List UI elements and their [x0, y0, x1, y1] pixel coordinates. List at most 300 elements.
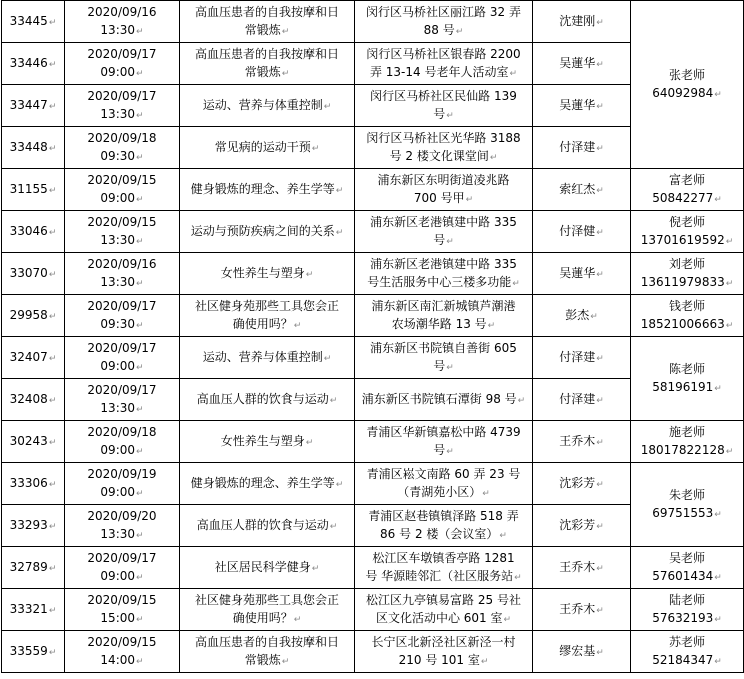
paragraph-mark: ↵ [596, 101, 604, 112]
course-time: 15:00 [100, 610, 136, 625]
topic-cell [180, 211, 355, 253]
paragraph-mark: ↵ [489, 152, 498, 163]
course-topic-line: 常锻炼 [244, 22, 281, 37]
course-topic-line: 高血压患者的自我按摩和日 [194, 4, 339, 19]
course-address-line: 松江区九亭镇易富路 25 号社 [366, 592, 521, 607]
course-date: 2020/09/17 [87, 550, 157, 565]
course-date: 2020/09/17 [87, 46, 157, 61]
paragraph-mark: ↵ [48, 143, 57, 154]
paragraph-mark: ↵ [446, 236, 454, 247]
table-row [2, 337, 744, 379]
course-address-line: 浦东新区老港镇建中路 335 [370, 214, 517, 229]
paragraph-mark: ↵ [136, 110, 144, 121]
paragraph-mark: ↵ [323, 101, 332, 112]
instructor-name: 彭杰 [565, 307, 590, 322]
course-id: 30243 [9, 433, 48, 448]
address-cell [355, 169, 533, 211]
paragraph-mark: ↵ [329, 521, 338, 532]
course-time: 09:30 [100, 148, 136, 163]
address-cell [355, 589, 533, 631]
course-id-cell [2, 1, 65, 43]
paragraph-mark: ↵ [48, 269, 57, 280]
address-cell [355, 43, 533, 85]
course-date: 2020/09/18 [87, 424, 157, 439]
course-id: 33070 [9, 265, 48, 280]
course-address-line: 农场潮华路 13 号 [391, 316, 487, 331]
address-cell [355, 1, 533, 43]
contact-phone: 13611979833 [640, 274, 725, 289]
course-id: 32789 [9, 559, 48, 574]
course-topic-line: 常锻炼 [244, 652, 281, 667]
paragraph-mark: ↵ [725, 278, 734, 289]
paragraph-mark: ↵ [48, 479, 57, 490]
instructor-cell [533, 421, 631, 463]
course-topic-line: 常锻炼 [244, 64, 281, 79]
table-row [2, 211, 744, 253]
datetime-cell [65, 379, 180, 421]
course-time: 09:00 [100, 358, 136, 373]
course-address-line: 长宁区北新泾社区新泾一村 [371, 634, 516, 649]
course-id: 33046 [9, 223, 48, 238]
course-id-cell [2, 211, 65, 253]
datetime-cell [65, 547, 180, 589]
paragraph-mark: ↵ [446, 446, 454, 457]
contact-name: 张老师 [668, 67, 705, 82]
instructor-cell [533, 85, 631, 127]
course-time: 09:00 [100, 442, 136, 457]
course-topic-line: 高血压人群的饮食与运动 [196, 391, 329, 406]
table-row [2, 295, 744, 337]
paragraph-mark: ↵ [305, 269, 314, 280]
paragraph-mark: ↵ [596, 479, 604, 490]
course-time: 09:00 [100, 64, 136, 79]
datetime-cell [65, 589, 180, 631]
paragraph-mark: ↵ [590, 311, 598, 322]
paragraph-mark: ↵ [48, 59, 57, 70]
paragraph-mark: ↵ [136, 488, 144, 499]
topic-cell [180, 1, 355, 43]
course-id-cell [2, 379, 65, 421]
course-time: 13:30 [100, 106, 136, 121]
paragraph-mark: ↵ [596, 17, 604, 28]
course-address-line: 松江区车墩镇香亭路 1281 [372, 550, 515, 565]
paragraph-mark: ↵ [281, 656, 290, 667]
paragraph-mark: ↵ [480, 656, 489, 667]
topic-cell [180, 589, 355, 631]
course-date: 2020/09/18 [87, 130, 157, 145]
table-row [2, 589, 744, 631]
course-id: 29958 [9, 307, 48, 322]
topic-cell [180, 631, 355, 673]
paragraph-mark: ↵ [311, 563, 320, 574]
course-time: 13:30 [100, 232, 136, 247]
paragraph-mark: ↵ [514, 572, 522, 583]
instructor-name: 吴蓮华 [559, 265, 596, 280]
paragraph-mark: ↵ [281, 68, 290, 79]
course-schedule-table [1, 0, 744, 673]
course-id: 33448 [9, 139, 48, 154]
course-address-line: 号 [433, 232, 446, 247]
instructor-name: 吴蓮华 [559, 55, 596, 70]
datetime-cell [65, 421, 180, 463]
instructor-cell [533, 169, 631, 211]
paragraph-mark: ↵ [329, 395, 338, 406]
contact-phone: 57632193 [652, 610, 714, 625]
course-address-line: 号 2 楼文化课堂间 [389, 148, 489, 163]
paragraph-mark: ↵ [725, 446, 734, 457]
datetime-cell [65, 253, 180, 295]
course-topic-line: 女性养生与塑身 [220, 265, 305, 280]
address-cell [355, 127, 533, 169]
course-date: 2020/09/17 [87, 382, 157, 397]
course-id: 32408 [9, 391, 48, 406]
paragraph-mark: ↵ [48, 437, 57, 448]
course-id-cell [2, 337, 65, 379]
contact-phone: 64092984 [652, 85, 714, 100]
contact-cell [631, 337, 744, 421]
instructor-name: 索红杰 [559, 181, 596, 196]
course-id-cell [2, 43, 65, 85]
contact-phone: 13701619592 [640, 232, 725, 247]
course-address-line: 浦东新区老港镇建中路 335 [370, 256, 517, 271]
datetime-cell [65, 631, 180, 673]
course-time: 09:00 [100, 190, 136, 205]
datetime-cell [65, 127, 180, 169]
instructor-name: 缪宏基 [559, 643, 596, 658]
table-body [2, 1, 744, 673]
course-address-line: 86 号 2 楼（会议室） [380, 526, 499, 541]
course-address-line: 闵行区马桥社区丽江路 32 弄 [366, 4, 521, 19]
course-address-line: 青浦区赵巷镇镇泽路 518 弄 [368, 508, 519, 523]
contact-name: 陈老师 [668, 361, 705, 376]
course-date: 2020/09/15 [87, 214, 157, 229]
course-time: 13:30 [100, 274, 136, 289]
address-cell [355, 631, 533, 673]
contact-cell [631, 253, 744, 295]
course-topic-line: 确使用吗？ [232, 610, 293, 625]
paragraph-mark: ↵ [136, 404, 144, 415]
course-id: 33321 [9, 601, 48, 616]
topic-cell [180, 169, 355, 211]
paragraph-mark: ↵ [136, 446, 144, 457]
instructor-name: 付泽建 [559, 139, 596, 154]
paragraph-mark: ↵ [293, 320, 302, 331]
instructor-name: 付泽健 [559, 223, 596, 238]
course-date: 2020/09/16 [87, 256, 157, 271]
course-topic-line: 运动与预防疾病之间的关系 [190, 223, 335, 238]
contact-name: 钱老师 [668, 298, 705, 313]
contact-cell [631, 463, 744, 547]
instructor-cell [533, 211, 631, 253]
contact-name: 陆老师 [668, 592, 705, 607]
contact-name: 吴老师 [668, 550, 705, 565]
course-address-line: （青湖苑小区） [397, 484, 482, 499]
instructor-cell [533, 505, 631, 547]
course-date: 2020/09/15 [87, 634, 157, 649]
paragraph-mark: ↵ [714, 572, 722, 583]
course-address-line: 闵行区马桥社区民仙路 139 [370, 88, 517, 103]
datetime-cell [65, 505, 180, 547]
contact-cell [631, 211, 744, 253]
paragraph-mark: ↵ [136, 320, 144, 331]
course-id-cell [2, 85, 65, 127]
course-address-line: 浦东新区书院镇石潭街 98 号 [361, 391, 517, 406]
instructor-cell [533, 1, 631, 43]
paragraph-mark: ↵ [725, 320, 734, 331]
paragraph-mark: ↵ [455, 26, 464, 37]
paragraph-mark: ↵ [596, 647, 604, 658]
table-row [2, 463, 744, 505]
topic-cell [180, 43, 355, 85]
paragraph-mark: ↵ [48, 563, 57, 574]
course-id: 33559 [9, 643, 48, 658]
paragraph-mark: ↵ [714, 656, 722, 667]
address-cell [355, 379, 533, 421]
course-address-line: 210 号 101 室 [398, 652, 480, 667]
contact-cell [631, 169, 744, 211]
course-id: 33306 [9, 475, 48, 490]
paragraph-mark: ↵ [596, 185, 604, 196]
contact-cell [631, 547, 744, 589]
paragraph-mark: ↵ [725, 236, 734, 247]
contact-cell [631, 421, 744, 463]
address-cell [355, 421, 533, 463]
course-address-line: 号生活服务中心三楼多功能 [367, 274, 512, 289]
course-time: 13:30 [100, 526, 136, 541]
instructor-cell [533, 127, 631, 169]
topic-cell [180, 295, 355, 337]
paragraph-mark: ↵ [465, 194, 474, 205]
paragraph-mark: ↵ [48, 311, 57, 322]
course-topic-line: 健身锻炼的理念、养生学等 [190, 475, 335, 490]
contact-phone: 57601434 [652, 568, 714, 583]
course-topic-line: 女性养生与塑身 [220, 433, 305, 448]
instructor-cell [533, 547, 631, 589]
course-id-cell [2, 463, 65, 505]
course-time: 13:30 [100, 22, 136, 37]
course-time: 09:30 [100, 316, 136, 331]
contact-name: 刘老师 [668, 256, 705, 271]
course-topic-line: 确使用吗？ [232, 316, 293, 331]
paragraph-mark: ↵ [136, 614, 144, 625]
instructor-cell [533, 253, 631, 295]
course-date: 2020/09/17 [87, 340, 157, 355]
address-cell [355, 547, 533, 589]
paragraph-mark: ↵ [596, 59, 604, 70]
course-id: 33446 [9, 55, 48, 70]
table-row [2, 1, 744, 43]
course-topic-line: 社区健身苑那些工具您会正 [194, 298, 339, 313]
course-topic-line: 健身锻炼的理念、养生学等 [190, 181, 335, 196]
course-id-cell [2, 421, 65, 463]
course-time: 14:00 [100, 652, 136, 667]
topic-cell [180, 547, 355, 589]
course-topic-line: 运动、营养与体重控制 [202, 97, 323, 112]
table-row [2, 631, 744, 673]
paragraph-mark: ↵ [136, 362, 144, 373]
paragraph-mark: ↵ [335, 227, 344, 238]
paragraph-mark: ↵ [136, 68, 144, 79]
paragraph-mark: ↵ [596, 563, 604, 574]
topic-cell [180, 379, 355, 421]
course-time: 09:00 [100, 568, 136, 583]
topic-cell [180, 127, 355, 169]
course-address-line: 号 [433, 442, 446, 457]
datetime-cell [65, 85, 180, 127]
paragraph-mark: ↵ [335, 479, 344, 490]
course-address-line: 闵行区马桥社区光华路 3188 [366, 130, 521, 145]
topic-cell [180, 505, 355, 547]
table-row [2, 421, 744, 463]
paragraph-mark: ↵ [509, 68, 518, 79]
course-address-line: 浦东新区书院镇自善街 605 [370, 340, 517, 355]
course-date: 2020/09/15 [87, 592, 157, 607]
paragraph-mark: ↵ [596, 143, 604, 154]
course-address-line: 区文化活动中心 601 室 [375, 610, 503, 625]
contact-name: 苏老师 [668, 634, 705, 649]
table-row [2, 547, 744, 589]
datetime-cell [65, 337, 180, 379]
course-address-line: 闵行区马桥社区银春路 2200 [366, 46, 521, 61]
course-id: 33445 [9, 13, 48, 28]
topic-cell [180, 85, 355, 127]
contact-phone: 69751553 [652, 505, 714, 520]
contact-cell [631, 1, 744, 169]
datetime-cell [65, 295, 180, 337]
paragraph-mark: ↵ [714, 509, 722, 520]
instructor-name: 沈建刚 [559, 13, 596, 28]
paragraph-mark: ↵ [596, 521, 604, 532]
topic-cell [180, 463, 355, 505]
course-id-cell [2, 127, 65, 169]
course-topic-line: 运动、营养与体重控制 [202, 349, 323, 364]
course-address-line: 浦东新区南汇新城镇芦潮港 [371, 298, 516, 313]
course-topic-line: 高血压人群的饮食与运动 [196, 517, 329, 532]
paragraph-mark: ↵ [136, 152, 144, 163]
contact-name: 倪老师 [668, 214, 705, 229]
paragraph-mark: ↵ [512, 278, 520, 289]
instructor-name: 沈彩芳 [559, 517, 596, 532]
paragraph-mark: ↵ [48, 647, 57, 658]
paragraph-mark: ↵ [596, 269, 604, 280]
paragraph-mark: ↵ [136, 278, 144, 289]
course-id: 32407 [9, 349, 48, 364]
instructor-name: 王乔木 [559, 559, 596, 574]
contact-phone: 18017822128 [640, 442, 725, 457]
course-address-line: 700 号甲 [413, 190, 465, 205]
paragraph-mark: ↵ [446, 110, 454, 121]
course-time: 09:00 [100, 484, 136, 499]
course-id-cell [2, 505, 65, 547]
paragraph-mark: ↵ [714, 614, 722, 625]
datetime-cell [65, 211, 180, 253]
datetime-cell [65, 43, 180, 85]
contact-name: 朱老师 [668, 487, 705, 502]
course-address-line: 号 [433, 106, 446, 121]
course-id: 33447 [9, 97, 48, 112]
paragraph-mark: ↵ [305, 437, 314, 448]
paragraph-mark: ↵ [48, 17, 57, 28]
course-id-cell [2, 589, 65, 631]
course-date: 2020/09/16 [87, 4, 157, 19]
contact-phone: 18521006663 [640, 316, 725, 331]
course-topic-line: 社区居民科学健身 [214, 559, 311, 574]
course-date: 2020/09/19 [87, 466, 157, 481]
paragraph-mark: ↵ [503, 614, 512, 625]
course-id-cell [2, 547, 65, 589]
paragraph-mark: ↵ [48, 185, 57, 196]
course-topic-line: 社区健身苑那些工具您会正 [194, 592, 339, 607]
contact-phone: 50842277 [652, 190, 714, 205]
paragraph-mark: ↵ [136, 572, 144, 583]
paragraph-mark: ↵ [311, 143, 320, 154]
instructor-cell [533, 379, 631, 421]
paragraph-mark: ↵ [48, 101, 57, 112]
paragraph-mark: ↵ [48, 395, 57, 406]
instructor-name: 王乔木 [559, 433, 596, 448]
course-address-line: 弄 13-14 号老年人活动室 [369, 64, 509, 79]
course-id-cell [2, 253, 65, 295]
course-id-cell [2, 631, 65, 673]
course-id-cell [2, 169, 65, 211]
course-id: 31155 [9, 181, 48, 196]
instructor-name: 王乔木 [559, 601, 596, 616]
contact-phone: 58196191 [652, 379, 714, 394]
paragraph-mark: ↵ [48, 605, 57, 616]
paragraph-mark: ↵ [48, 353, 57, 364]
instructor-cell [533, 631, 631, 673]
datetime-cell [65, 463, 180, 505]
paragraph-mark: ↵ [596, 437, 604, 448]
topic-cell [180, 253, 355, 295]
course-topic-line: 常见病的运动干预 [214, 139, 311, 154]
paragraph-mark: ↵ [714, 383, 722, 394]
paragraph-mark: ↵ [487, 320, 496, 331]
course-date: 2020/09/17 [87, 88, 157, 103]
instructor-cell [533, 43, 631, 85]
paragraph-mark: ↵ [136, 530, 144, 541]
instructor-name: 吴蓮华 [559, 97, 596, 112]
table-row [2, 253, 744, 295]
paragraph-mark: ↵ [136, 656, 144, 667]
address-cell [355, 211, 533, 253]
course-date: 2020/09/17 [87, 298, 157, 313]
course-id-cell [2, 295, 65, 337]
paragraph-mark: ↵ [335, 185, 344, 196]
course-address-line: 号 [433, 358, 446, 373]
address-cell [355, 253, 533, 295]
paragraph-mark: ↵ [48, 227, 57, 238]
paragraph-mark: ↵ [136, 194, 144, 205]
course-date: 2020/09/15 [87, 172, 157, 187]
paragraph-mark: ↵ [517, 395, 526, 406]
paragraph-mark: ↵ [482, 488, 490, 499]
instructor-name: 付泽建 [559, 349, 596, 364]
paragraph-mark: ↵ [714, 89, 722, 100]
paragraph-mark: ↵ [446, 362, 454, 373]
paragraph-mark: ↵ [136, 26, 144, 37]
contact-cell [631, 631, 744, 673]
instructor-name: 付泽建 [559, 391, 596, 406]
topic-cell [180, 421, 355, 463]
contact-cell [631, 589, 744, 631]
contact-name: 富老师 [668, 172, 705, 187]
course-date: 2020/09/20 [87, 508, 157, 523]
address-cell [355, 463, 533, 505]
instructor-cell [533, 463, 631, 505]
topic-cell [180, 337, 355, 379]
paragraph-mark: ↵ [499, 530, 507, 541]
